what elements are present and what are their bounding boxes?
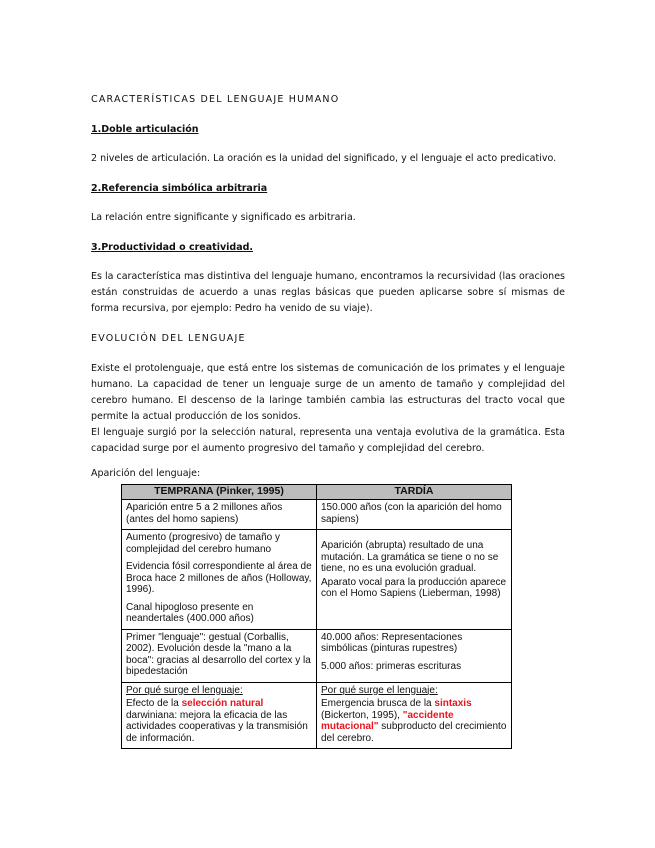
cell-text-part: (Bickerton, 1995),: [321, 709, 403, 721]
column-header-temprana: TEMPRANA (Pinker, 1995): [122, 485, 317, 500]
column-header-tardia: TARDÍA: [317, 485, 512, 500]
cell-text-part: Efecto de la: [126, 698, 182, 709]
cell-text: 150.000 años (con la aparición del homo sapiens): [321, 502, 502, 525]
table-cell: [317, 500, 512, 530]
table-row: [122, 682, 512, 749]
cell-text: Aparición (abrupta) resultado de una mutación. La gramática se tiene o no se tiene, no es una evolución gradual.: [321, 540, 499, 574]
cell-text: Canal hipogloso presente en neandertales (400.000 años): [126, 601, 254, 624]
highlight-sintaxis: sintaxis: [434, 698, 472, 709]
section-text-productividad: Es la característica mas distintiva del lenguaje humano, encontramos la recursividad (las oraciones están construidas de acuerdo a unas reglas básicas que pueden aplicarse sobre sí mismas de forma recursiva, por ejemplo: Pedro ha venido de su viaje).: [91, 271, 565, 314]
evolution-paragraph-1: Existe el protolenguaje, que está entre los sistemas de comunicación de los primates y el lenguaje humano. La capacidad de tener un lenguaje surge de un amento de tamaño y complejidad del cerebro humano. El descenso de la laringe también cambia las estructuras del tracto vocal que permite la actual producción de los sonidos.: [91, 363, 565, 422]
section-heading-evolucion: EVOLUCIÓN DEL LENGUAJE: [91, 333, 246, 344]
cell-text-part: subproducto del crecimiento del cerebro.: [321, 721, 507, 744]
section-heading-referencia-simbolica: 2.Referencia simbólica arbitraria: [91, 183, 268, 194]
table-cell: [122, 500, 317, 530]
table-cell: [122, 629, 317, 682]
cell-text: 5.000 años: primeras escrituras: [321, 660, 462, 672]
cell-subheading: Por qué surge el lenguaje:: [126, 684, 243, 696]
section-heading-doble-articulacion: 1.Doble articulación: [91, 124, 199, 135]
cell-text: [126, 698, 312, 744]
section-text-doble-articulacion: 2 niveles de articulación. La oración es la unidad del significado, y el lenguaje el acto predicativo.: [91, 153, 557, 164]
table-row: [122, 530, 512, 630]
highlight-accidente-mutacional: "accidente mutacional": [321, 709, 454, 732]
language-origin-table: [121, 484, 512, 749]
cell-text: [321, 698, 507, 744]
section-text-referencia-simbolica: La relación entre significante y significado es arbitraria.: [91, 212, 356, 223]
table-caption: Aparición del lenguaje:: [91, 468, 201, 479]
cell-text: Aparato vocal para la producción aparece con el Homo Sapiens (Lieberman, 1998): [321, 576, 507, 599]
table-cell: [122, 682, 317, 749]
cell-text-part: darwiniana: mejora la eficacia de las actividades cooperativas y la transmisión de información.: [126, 709, 308, 744]
table-cell: [122, 530, 317, 630]
table-header-row: [122, 485, 512, 500]
cell-text: 40.000 años: Representaciones simbólicas (pinturas rupestres): [321, 631, 463, 654]
cell-subheading: Por qué surge el lenguaje:: [321, 684, 438, 696]
table-cell: [317, 629, 512, 682]
evolution-paragraph-2: El lenguaje surgió por la selección natural, representa una ventaja evolutiva de la gramática. Esta capacidad surge por el aumento progresivo del tamaño y complejidad del cerebro.: [91, 427, 565, 454]
cell-text: Evidencia fósil correspondiente al área de Broca hace 2 millones de años (Holloway, 1996).: [126, 561, 312, 595]
section-heading-productividad: 3.Productividad o creatividad.: [91, 242, 254, 253]
cell-text: Aparición entre 5 a 2 millones años (antes del homo sapiens): [126, 502, 283, 525]
cell-text: Aumento (progresivo) de tamaño y complejidad del cerebro humano: [126, 532, 280, 555]
highlight-seleccion-natural: selección natural: [181, 698, 264, 709]
table-cell: [317, 530, 512, 630]
document-title: CARACTERÍSTICAS DEL LENGUAJE HUMANO: [91, 94, 340, 105]
table-row: [122, 629, 512, 682]
cell-text: Primer "lenguaje": gestual (Corballis, 2002). Evolución desde la "mano a la boca": gracias al desarrollo del cortex y la bipedestación: [126, 631, 311, 677]
evolution-paragraphs: [91, 361, 565, 457]
table-row: [122, 500, 512, 530]
cell-text-part: Emergencia brusca de la: [321, 698, 435, 709]
table-cell: [317, 682, 512, 749]
